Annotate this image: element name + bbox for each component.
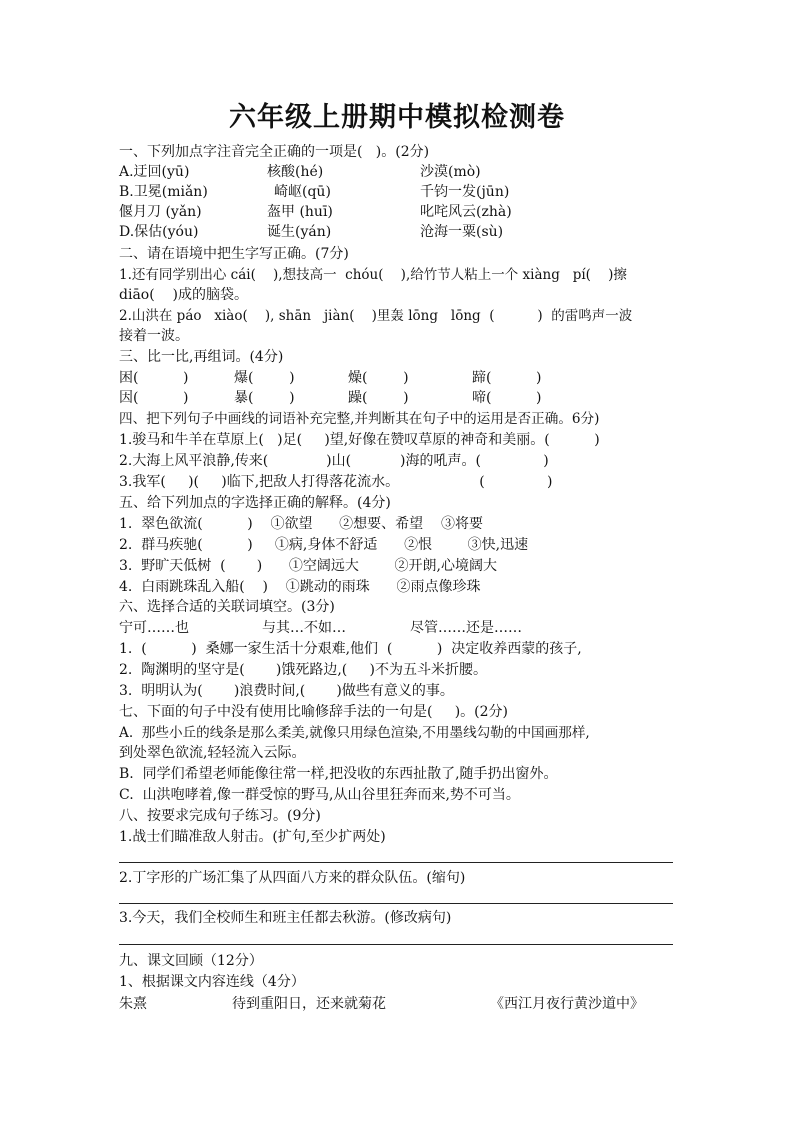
- q9-verse: 待到重阳日，还来就菊花: [232, 996, 386, 1012]
- q8-heading: 八、按要求完成句子练习。(9分): [119, 808, 321, 824]
- q2-line-4: 接着一波。: [119, 328, 189, 344]
- q4-line-1: 1.骏马和牛羊在草原上( )足( )望,好像在赞叹草原的神奇和美丽。( ): [119, 432, 600, 448]
- q3-word-1: 困( ): [119, 370, 189, 386]
- q1-option-c2: 盔甲 (huī): [267, 204, 333, 220]
- q4-line-2: 2.大海上风平浪静,传来( )山( )海的吼声。( ): [119, 453, 549, 469]
- page-title: 六年级上册期中模拟检测卷: [229, 102, 565, 133]
- q7-heading: 七、下面的句子中没有使用比喻修辞手法的一句是( )。(2分): [119, 704, 509, 720]
- q9-subheading: 1、根据课文内容连线（4分）: [119, 974, 305, 990]
- q6-line-1: 1. ( ) 桑娜一家生活十分艰难,他们 ( ) 决定收养西蒙的孩子,: [119, 641, 582, 657]
- q7-line-1: A. 那些小丘的线条是那么柔美,就像只用绿色渲染,不用墨线勾勒的中国画那样,: [119, 725, 590, 741]
- q5-heading: 五、给下列加点的字选择正确的解释。(4分): [119, 495, 391, 511]
- q6-heading: 六、选择合适的关联词填空。(3分): [119, 599, 335, 615]
- q1-option-b1: B.卫冕(miǎn): [119, 184, 208, 200]
- q6-line-2: 2. 陶渊明的坚守是( )饿死路边,( )不为五斗米折腰。: [119, 662, 487, 678]
- q1-option-a3: 沙漠(mò): [420, 164, 481, 180]
- q1-option-a1: A.迂回(yū): [119, 164, 190, 180]
- q3-word-3: 燥( ): [348, 370, 409, 386]
- q4-heading: 四、把下列句子中画线的词语补充完整,并判断其在句子中的运用是否正确。6分): [119, 411, 600, 427]
- q7-line-4: C. 山洪咆哮着,像一群受惊的野马,从山谷里狂奔而来,势不可当。: [119, 787, 520, 803]
- q2-line-2: diāo( )成的脑袋。: [119, 287, 248, 303]
- answer-line-2[interactable]: [119, 903, 673, 904]
- q3-word-8: 啼( ): [472, 390, 542, 406]
- q4-line-3: 3.我军( )( )临下,把敌人打得落花流水。 ( ): [119, 474, 553, 490]
- q1-option-c1: 偃月刀 (yǎn): [119, 204, 202, 220]
- q6-option-2: 与其…不如…: [262, 620, 346, 636]
- q1-option-b3: 千钧一发(jūn): [420, 184, 510, 200]
- q1-option-d3: 沧海一粟(sù): [420, 224, 504, 240]
- q5-line-3: 3. 野旷天低树 ( ) ①空阔远大 ②开朗,心境阔大: [119, 558, 497, 574]
- q1-option-d2: 诞生(yán): [267, 224, 332, 240]
- q1-heading: 一、下列加点字注音完全正确的一项是( )。(2分): [119, 144, 430, 160]
- q3-word-6: 暴( ): [234, 390, 295, 406]
- q1-option-c3: 叱咤风云(zhà): [420, 204, 512, 220]
- q2-line-3: 2.山洪在 páo xiào( ), shān jiàn( )里轰 lōng lōng ( ) 的雷鸣声一波: [119, 308, 633, 324]
- q7-line-3: B. 同学们希望老师能像往常一样,把没收的东西扯散了,随手扔出窗外。: [119, 766, 558, 782]
- q5-line-2: 2. 群马疾驰( ) ①病,身体不舒适 ②恨 ③快,迅速: [119, 537, 529, 553]
- q3-heading: 三、比一比,再组词。(4分): [119, 349, 284, 365]
- q2-line-1: 1.还有同学别出心 cái( ),想技高一 chóu( ),给竹节人粘上一个 xiàng pí( )擦: [119, 267, 627, 283]
- answer-line-1[interactable]: [119, 862, 673, 863]
- answer-line-3[interactable]: [119, 944, 673, 945]
- q3-word-2: 爆( ): [234, 370, 295, 386]
- q1-option-b2: 崎岖(qū): [274, 184, 331, 200]
- q6-option-3: 尽管……还是……: [410, 620, 522, 636]
- q3-word-5: 因( ): [119, 390, 189, 406]
- q3-word-4: 蹄( ): [472, 370, 542, 386]
- q9-author: 朱熹: [119, 996, 147, 1012]
- q8-item-1: 1.战士们瞄准敌人射击。(扩句,至少扩两处): [119, 829, 386, 845]
- q6-option-1: 宁可……也: [119, 620, 189, 636]
- q8-item-3: 3.今天，我们全校师生和班主任都去秋游。(修改病句): [119, 910, 452, 926]
- q6-line-3: 3. 明明认为( )浪费时间,( )做些有意义的事。: [119, 683, 454, 699]
- q8-item-2: 2.丁字形的广场汇集了从四面八方来的群众队伍。(缩句): [119, 870, 466, 886]
- q5-line-1: 1. 翠色欲流( ) ①欲望 ②想要、希望 ③将要: [119, 516, 483, 532]
- q7-line-2: 到处翠色欲流,轻轻流入云际。: [119, 745, 306, 761]
- q5-line-4: 4. 白雨跳珠乱入船( ) ①跳动的雨珠 ②雨点像珍珠: [119, 579, 481, 595]
- q1-option-a2: 核酸(hé): [267, 164, 324, 180]
- q2-heading: 二、请在语境中把生字写正确。(7分): [119, 246, 349, 262]
- q3-word-7: 躁( ): [348, 390, 409, 406]
- q1-option-d1: D.保估(yóu): [119, 224, 199, 240]
- q9-heading: 九、课文回顾（12分）: [119, 953, 263, 969]
- q9-poem-title: 《西江月夜行黄沙道中》: [490, 996, 644, 1012]
